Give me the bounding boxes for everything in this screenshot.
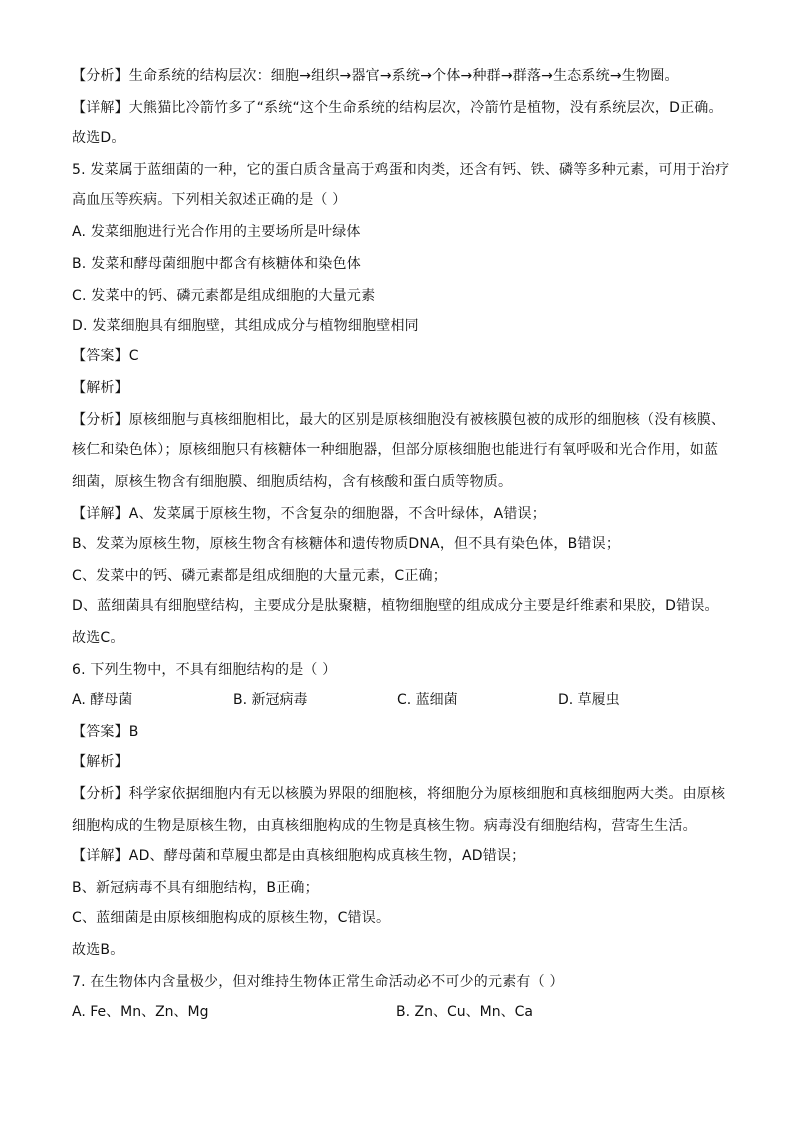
q6-stem: 6. 下列生物中，不具有细胞结构的是（ ） [72,662,337,678]
q5-choose: 故选C。 [72,630,125,646]
q6-detail-ad: 【详解】AD、酵母菌和草履虫都是由真核细胞构成真核生物，AD错误； [72,848,526,864]
q6-explain-header: 【解析】 [72,754,129,770]
q5-option-c: C. 发菜中的钙、磷元素都是组成细胞的大量元素 [72,288,376,304]
q4-analysis: 【分析】生命系统的结构层次：细胞→组织→器官→系统→个体→种群→群落→生态系统→生物圈。 [72,68,679,84]
q5-stem-line-1: 5. 发菜属于蓝细菌的一种，它的蛋白质含量高于鸡蛋和肉类，还含有钙、铁、磷等多种元素，可用于治疗 [72,162,730,178]
q6-choose: 故选B。 [72,942,125,958]
q7-stem: 7. 在生物体内含量极少，但对维持生物体正常生命活动必不可少的元素有（ ） [72,974,564,990]
q6-detail-b: B、新冠病毒不具有细胞结构，B正确； [72,880,319,896]
q5-answer: 【答案】C [72,348,139,364]
q6-analysis-line-2: 细胞构成的生物是原核生物，由真核细胞构成的生物是真核生物。病毒没有细胞结构，营寄生生活。 [72,818,697,834]
q5-stem-line-2: 高血压等疾病。下列相关叙述正确的是（ ） [72,192,347,208]
q6-analysis-line-1: 【分析】科学家依据细胞内有无以核膜为界限的细胞核，将细胞分为原核细胞和真核细胞两大类。由原核 [72,786,726,802]
q6-detail-c: C、蓝细菌是由原核细胞构成的原核生物，C错误。 [72,910,391,926]
q7-option-a: A. Fe、Mn、Zn、Mg [72,1004,209,1020]
q4-choose: 故选D。 [72,130,126,146]
q6-option-c: C. 蓝细菌 [397,692,458,708]
q5-detail-b: B、发菜为原核生物，原核生物含有核糖体和遗传物质DNA，但不具有染色体，B错误； [72,536,621,552]
q5-option-a: A. 发菜细胞进行光合作用的主要场所是叶绿体 [72,224,361,240]
q5-detail-a: 【详解】A、发菜属于原核生物，不含复杂的细胞器，不含叶绿体，A错误； [72,506,546,522]
q5-option-d: D. 发菜细胞具有细胞壁，其组成成分与植物细胞壁相同 [72,318,419,334]
q5-detail-c: C、发菜中的钙、磷元素都是组成细胞的大量元素，C正确； [72,568,447,584]
q5-explain-header: 【解析】 [72,380,129,396]
q5-analysis-line-1: 【分析】原核细胞与真核细胞相比，最大的区别是原核细胞没有被核膜包被的成形的细胞核（没有核膜、 [72,412,726,428]
q5-analysis-line-3: 细菌，原核生物含有细胞膜、细胞质结构，含有核酸和蛋白质等物质。 [72,474,513,490]
q4-detail: 【详解】大熊猫比冷箭竹多了“系统“这个生命系统的结构层次，冷箭竹是植物，没有系统层次，D正确。 [72,100,723,116]
q7-option-b: B. Zn、Cu、Mn、Ca [396,1004,533,1020]
q5-option-b: B. 发菜和酵母菌细胞中都含有核糖体和染色体 [72,256,361,272]
q6-option-b: B. 新冠病毒 [233,692,308,708]
q5-analysis-line-2: 核仁和染色体）；原核细胞只有核糖体一种细胞器，但部分原核细胞也能进行有氧呼吸和光合作用，如蓝 [72,442,719,458]
q6-option-a: A. 酵母菌 [72,692,133,708]
q6-option-d: D. 草履虫 [558,692,620,708]
q5-detail-d: D、蓝细菌具有细胞壁结构，主要成分是肽聚糖，植物细胞壁的组成成分主要是纤维素和果胶，D错误。 [72,598,719,614]
q6-answer: 【答案】B [72,724,139,740]
